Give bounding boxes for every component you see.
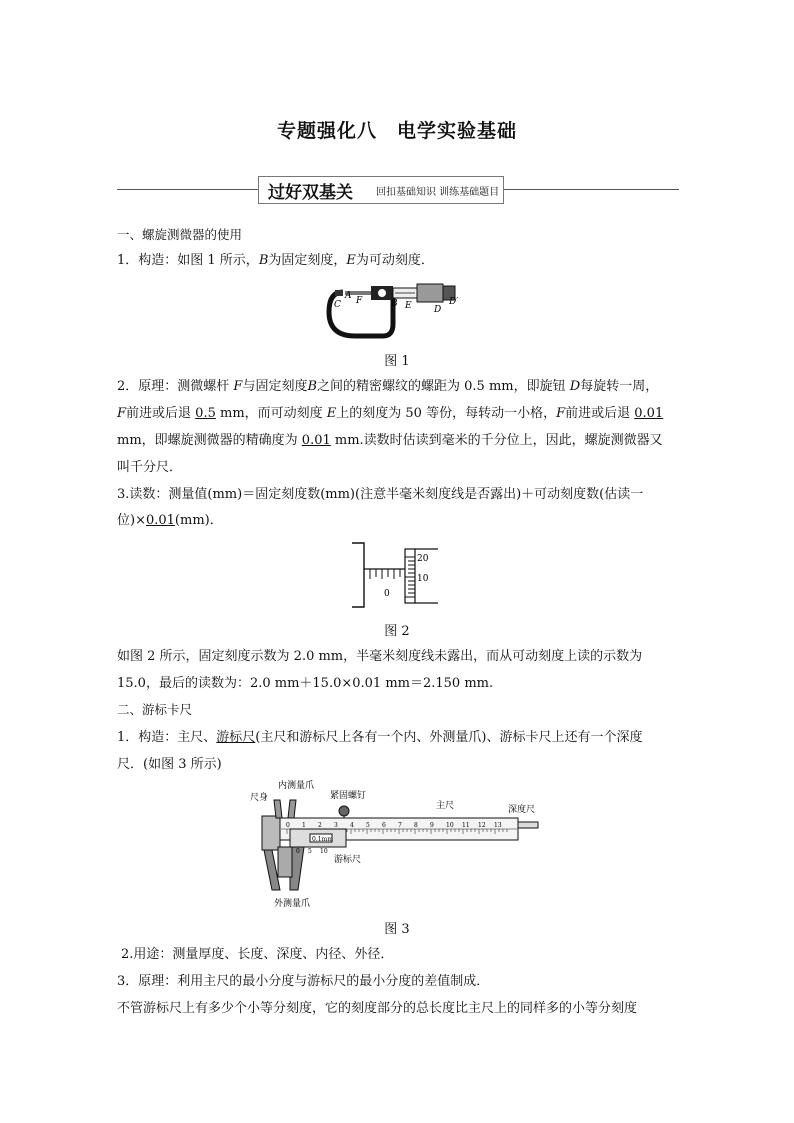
- label-screw: 紧固螺钉: [330, 791, 367, 801]
- s1-paragraph-4-line2: 15.0，最后的读数为：2.0 mm＋15.0×0.01 mm＝2.150 mm.: [117, 676, 494, 691]
- label-E: E: [405, 301, 412, 311]
- main-scale-label: 9: [430, 822, 434, 829]
- s1-paragraph-2-line3: mm，即螺旋测微器的精确度为 0.01 mm.读数时估读到毫米的千分位上，因此，螺旋测微器又: [117, 433, 663, 448]
- main-scale-label: 1: [302, 822, 306, 829]
- label-depth-rod: 深度尺: [508, 805, 536, 815]
- thimble-20: 20: [417, 554, 429, 564]
- main-scale-label: 11: [462, 822, 470, 829]
- s2-paragraph-3: 3．原理：利用主尺的最小分度与游标尺的最小分度的差值制成．: [117, 974, 490, 989]
- main-scale-label: 2: [318, 822, 322, 829]
- banner-title: 过好双基关: [268, 183, 353, 203]
- s1-paragraph-2-line4: 叫千分尺．: [117, 460, 183, 475]
- label-D-prime: D′: [449, 297, 459, 307]
- main-scale-label: 13: [494, 822, 502, 829]
- s2-paragraph-2: 2.用途：测量厚度、长度、深度、内径、外径．: [121, 947, 394, 962]
- main-scale-label: 8: [414, 822, 418, 829]
- label-outer-jaw: 外测量爪: [274, 899, 311, 909]
- label-inner-jaw: 内测量爪: [278, 781, 315, 791]
- figure3-caption: 图 3: [384, 922, 410, 937]
- s1-paragraph-3-line1: 3.读数：测量值(mm)＝固定刻度数(mm)(注意半毫米刻度线是否露出)＋可动刻度数(估读一: [117, 487, 644, 502]
- s1-paragraph-2-line2: F前进或后退 0.5 mm，而可动刻度 E上的刻度为 50 等份，每转动一小格，F前进或后退 0.01: [117, 406, 664, 421]
- section1-heading: 一、螺旋测微器的使用: [117, 227, 243, 242]
- main-scale-label: 10: [446, 822, 454, 829]
- s1-paragraph-3-line2: 位)×0.01(mm)．: [117, 513, 223, 528]
- figure1-caption: 图 1: [384, 354, 410, 369]
- label-B: B: [391, 299, 398, 309]
- label-C: C: [334, 300, 341, 310]
- vernier-caliper-figure: [250, 778, 550, 913]
- s1-paragraph-1: 1．构造：如图 1 所示，B为固定刻度，E为可动刻度．: [117, 253, 434, 268]
- s2-paragraph-1-line1: 1．构造：主尺、游标尺(主尺和游标尺上各有一个内、外测量爪)、游标卡尺上还有一个深度: [117, 730, 643, 745]
- main-scale-label: 7: [398, 822, 402, 829]
- main-scale-label: 4: [350, 822, 354, 829]
- main-scale-label: 5: [366, 822, 370, 829]
- label-A: A: [345, 291, 352, 301]
- label-ruler-body: 尺身: [250, 793, 269, 803]
- main-scale-label: 0: [286, 822, 290, 829]
- s2-paragraph-4: 不管游标尺上有多少个小等分刻度，它的刻度部分的总长度比主尺上的同样多的小等分刻度: [117, 1001, 638, 1016]
- label-vernier: 游标尺: [334, 855, 362, 865]
- banner-subtitle: 回扣基础知识 训练基础题目: [376, 187, 500, 198]
- main-scale-label: 12: [478, 822, 486, 829]
- vernier-scale-label: 0: [296, 848, 300, 855]
- s1-paragraph-4-line1: 如图 2 所示，固定刻度示数为 2.0 mm，半毫米刻度线未露出，而从可动刻度上读的示数为: [117, 649, 643, 664]
- micrometer-reading-figure: [350, 541, 442, 611]
- banner-rule-right: [502, 189, 679, 190]
- banner-rule-left: [117, 189, 258, 190]
- vernier-scale-label: 5: [308, 848, 312, 855]
- section2-heading: 二、游标卡尺: [117, 702, 193, 717]
- page-title: 专题强化八 电学实验基础: [276, 120, 517, 142]
- label-precision: 0.1mm: [312, 836, 333, 843]
- main-scale-label: 3: [334, 822, 338, 829]
- micrometer-figure: [325, 276, 475, 342]
- s1-paragraph-2-line1: 2．原理：测微螺杆 F与固定刻度B之间的精密螺纹的螺距为 0.5 mm，即旋钮 D每旋转一周，: [117, 379, 659, 394]
- s2-paragraph-1-line2: 尺．(如图 3 所示): [117, 757, 222, 772]
- thimble-10: 10: [417, 574, 429, 584]
- vernier-scale-label: 10: [320, 848, 328, 855]
- main-scale-label: 6: [382, 822, 386, 829]
- figure2-caption: 图 2: [384, 624, 410, 639]
- label-D: D: [434, 305, 442, 315]
- label-F: F: [356, 296, 363, 306]
- sleeve-zero: 0: [384, 589, 390, 599]
- label-main-scale: 主尺: [436, 801, 455, 811]
